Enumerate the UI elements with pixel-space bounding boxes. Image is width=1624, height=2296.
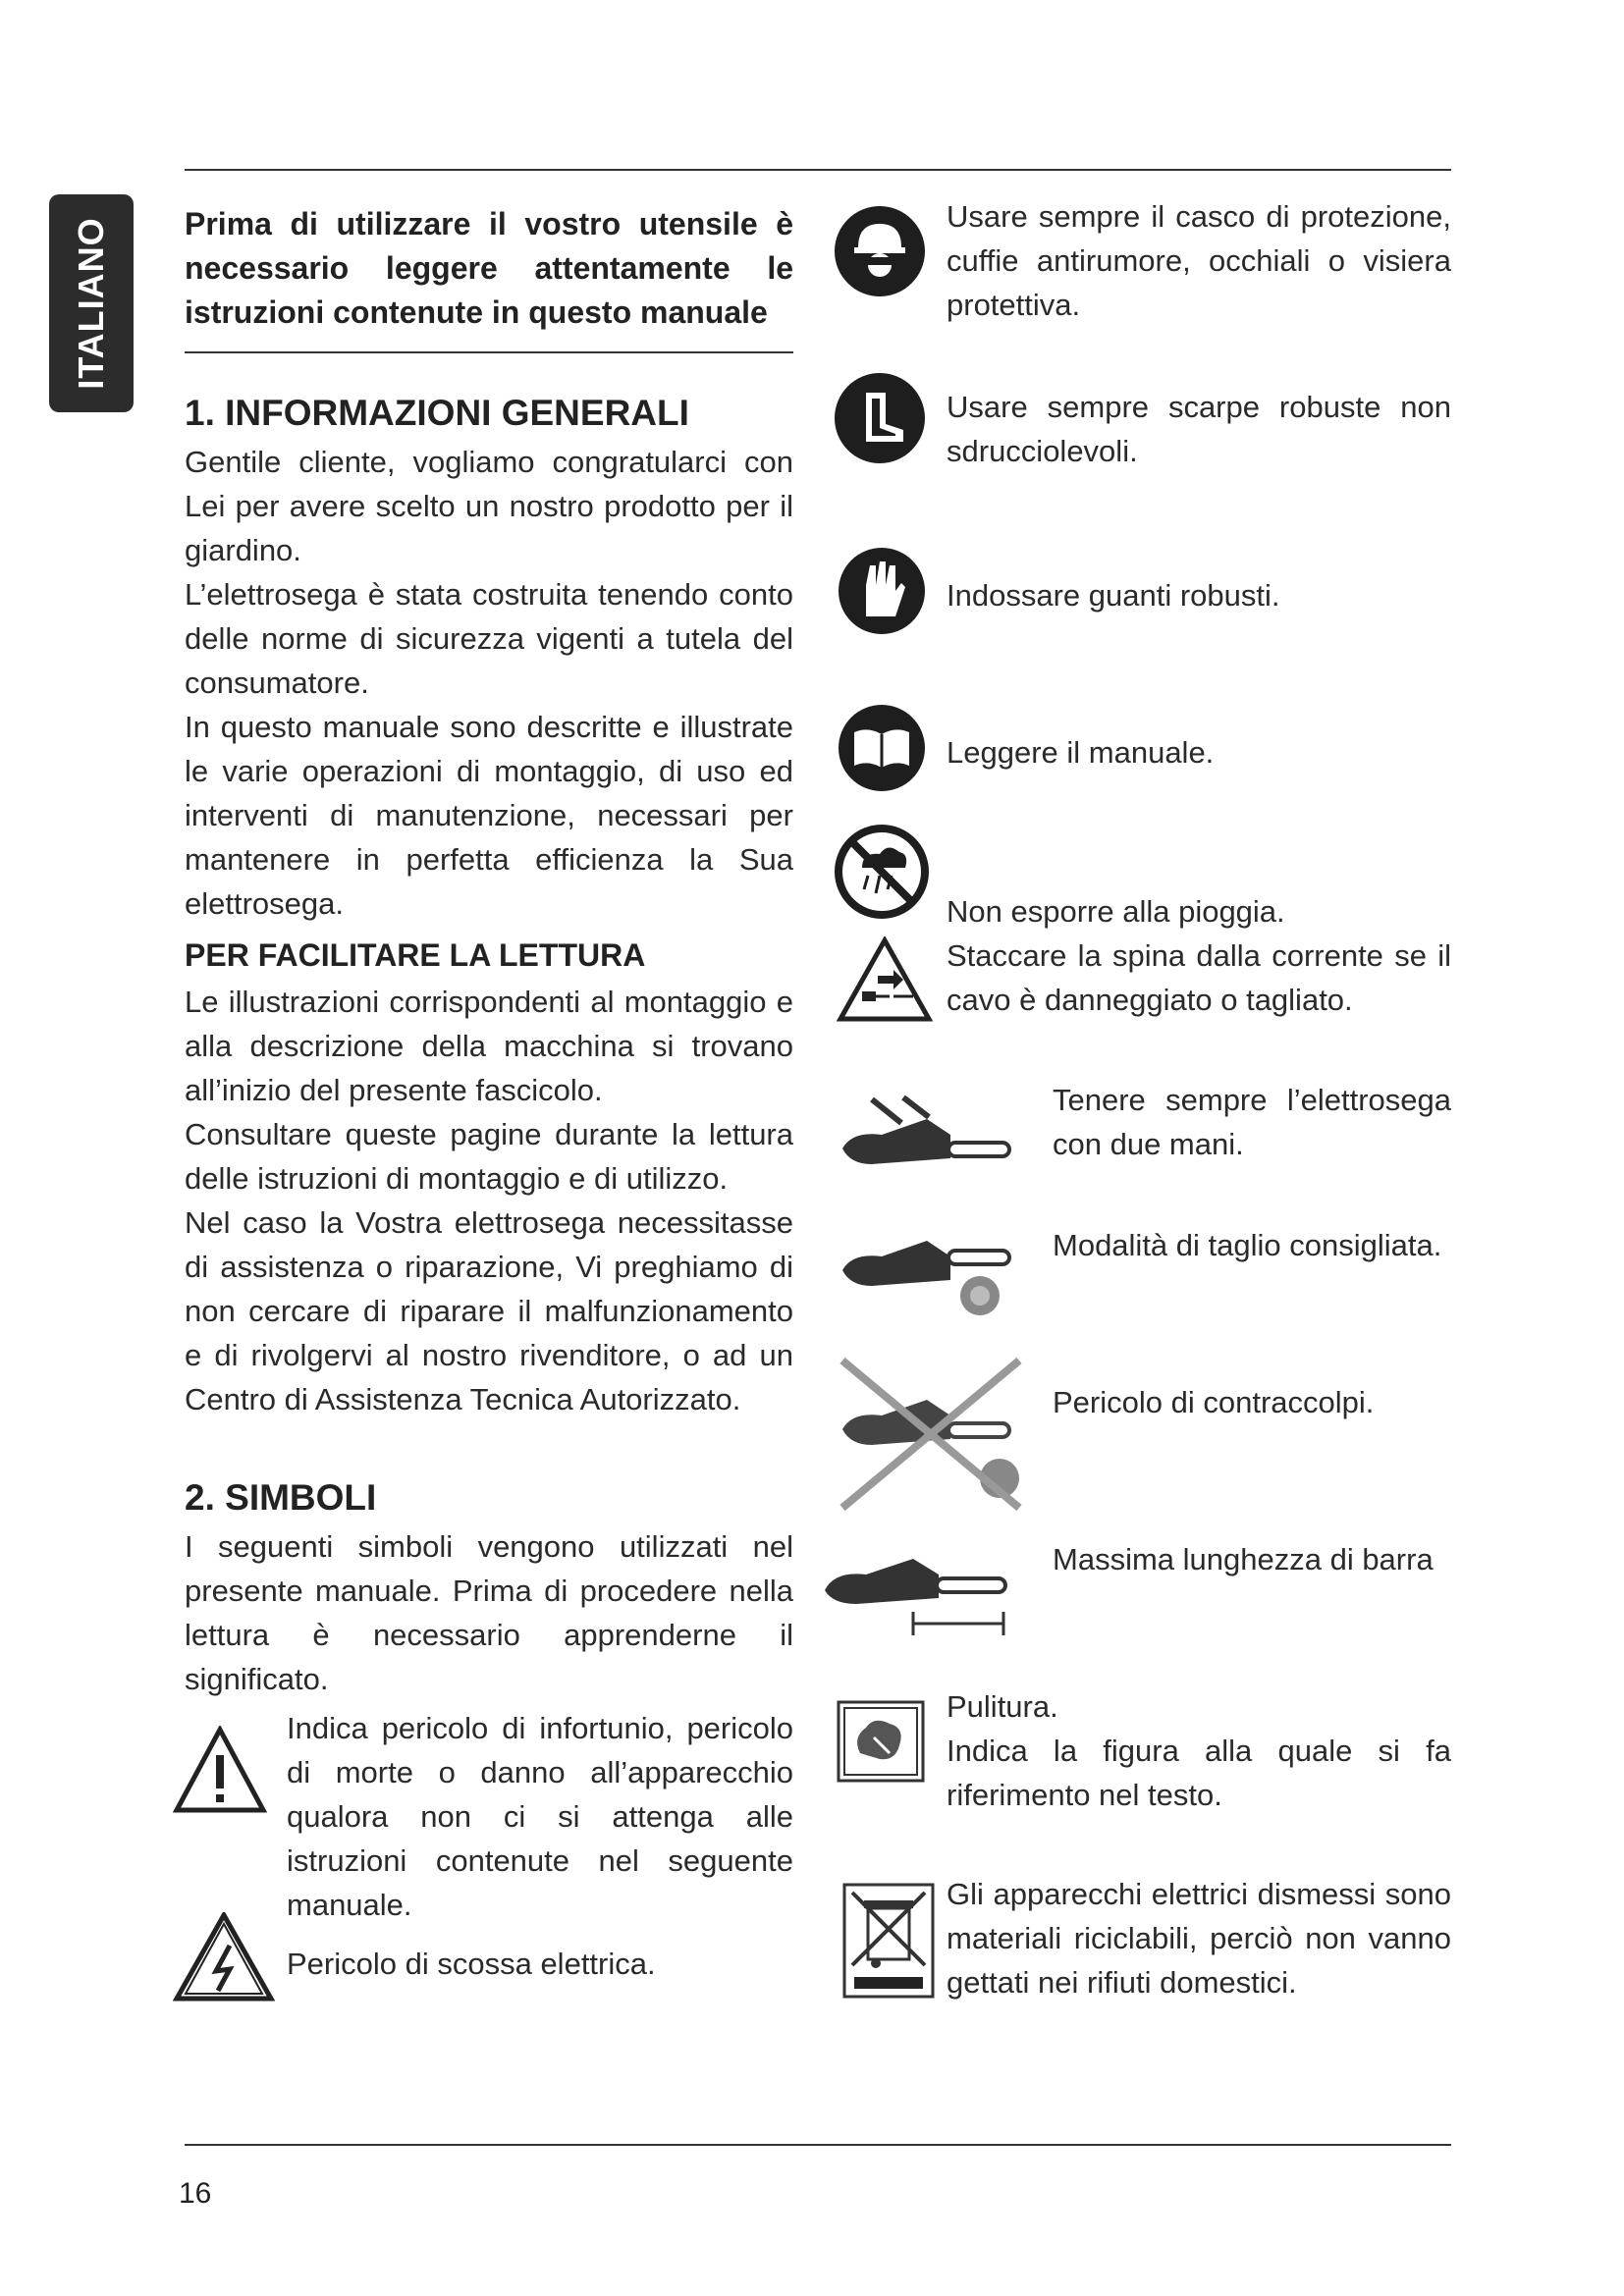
gloves-icon: [837, 546, 927, 636]
symbol-helmet-text: Usare sempre il casco di protezione, cuffie antirumore, occhiali o visiera protettiva.: [947, 199, 1451, 322]
symbol-gloves-text: Indossare guanti robusti.: [947, 578, 1280, 613]
cutting-mode-icon: [833, 1211, 1019, 1319]
reading-paragraph-3: Nel caso la Vostra elettrosega necessitasse di assistenza o riparazione, Vi preghiamo di non cercare di riparare il malfunzionamento e di rivolgervi al nostro rivenditore, o ad un Centro di Assistenza Tecnica Autorizzato.: [185, 1205, 793, 1416]
section1-paragraph-2: L’elettrosega è stata costruita tenendo conto delle norme di sicurezza vigenti a tutela del consumatore.: [185, 577, 793, 700]
boots-icon: [833, 371, 927, 465]
no-rain-icon: [835, 825, 929, 919]
symbol-cutting-text: Modalità di taglio consigliata.: [1053, 1228, 1442, 1262]
helmet-icon: [833, 204, 927, 298]
unplug-icon: [837, 936, 933, 1023]
warning-triangle-icon: [173, 1726, 267, 1814]
symbol-boots-text: Usare sempre scarpe robuste non sdrucciolevoli.: [947, 390, 1451, 468]
cleaning-icon: [835, 1698, 927, 1785]
section1-paragraph-1: Gentile cliente, vogliamo congratularci con Lei per avere scelto un nostro prodotto per il giardino.: [185, 445, 793, 567]
page-number: 16: [179, 2177, 212, 2210]
section1-title: 1. INFORMAZIONI GENERALI: [185, 393, 689, 433]
symbol-warning-text: Indica pericolo di infortunio, pericolo di morte o danno all’apparecchio qualora non ci si attenga alle istruzioni contenute nel seguente manuale.: [287, 1711, 793, 1922]
top-rule: [185, 169, 1451, 171]
two-hands-icon: [833, 1080, 1019, 1188]
symbol-figure-ref-text: Indica la figura alla quale si fa riferimento nel testo.: [947, 1734, 1451, 1812]
lead-rule: [185, 351, 793, 353]
electric-shock-icon: [173, 1912, 275, 2002]
reading-paragraph-1: Le illustrazioni corrispondenti al montaggio e alla descrizione della macchina si trovano all’inizio del presente fascicolo.: [185, 985, 793, 1107]
symbol-two-hands-text: Tenere sempre l’elettrosega con due mani.: [1053, 1083, 1451, 1161]
section1-paragraph-3: In questo manuale sono descritte e illustrate le varie operazioni di montaggio, di uso ed interventi di manutenzione, necessari per mantenere in perfetta efficienza la Sua elettrosega.: [185, 710, 793, 921]
symbol-kickback-text: Pericolo di contraccolpi.: [1053, 1385, 1375, 1419]
weee-bin-icon: [842, 1883, 935, 1999]
language-label: ITALIANO: [71, 217, 111, 390]
section2-paragraph: I seguenti simboli vengono utilizzati nel presente manuale. Prima di procedere nella lettura è necessario apprenderne il significato.: [185, 1529, 793, 1696]
bar-length-icon: [817, 1533, 1023, 1651]
symbol-electric-text: Pericolo di scossa elettrica.: [287, 1947, 656, 1981]
symbol-unplug-text: Staccare la spina dalla corrente se il cavo è danneggiato o tagliato.: [947, 938, 1451, 1017]
kickback-icon: [833, 1351, 1029, 1518]
bottom-rule: [185, 2144, 1451, 2146]
symbol-bar-length-text: Massima lunghezza di barra: [1053, 1542, 1434, 1576]
reading-paragraph-2: Consultare queste pagine durante la lettura delle istruzioni di montaggio e di utilizzo.: [185, 1117, 793, 1196]
symbol-weee-text: Gli apparecchi elettrici dismessi sono materiali riciclabili, perciò non vanno gettati nei rifiuti domestici.: [947, 1877, 1451, 2000]
symbol-rain-text: Non esporre alla pioggia.: [947, 894, 1285, 929]
symbol-cleaning-text: Pulitura.: [947, 1689, 1058, 1724]
manual-icon: [837, 703, 927, 793]
language-tab: [49, 194, 134, 412]
section2-title: 2. SIMBOLI: [185, 1477, 377, 1518]
symbol-manual-text: Leggere il manuale.: [947, 735, 1215, 770]
intro-lead: Prima di utilizzare il vostro utensile è necessario leggere attentamente le istruzioni contenute in questo manuale: [185, 206, 793, 330]
reading-title: PER FACILITARE LA LETTURA: [185, 937, 646, 973]
